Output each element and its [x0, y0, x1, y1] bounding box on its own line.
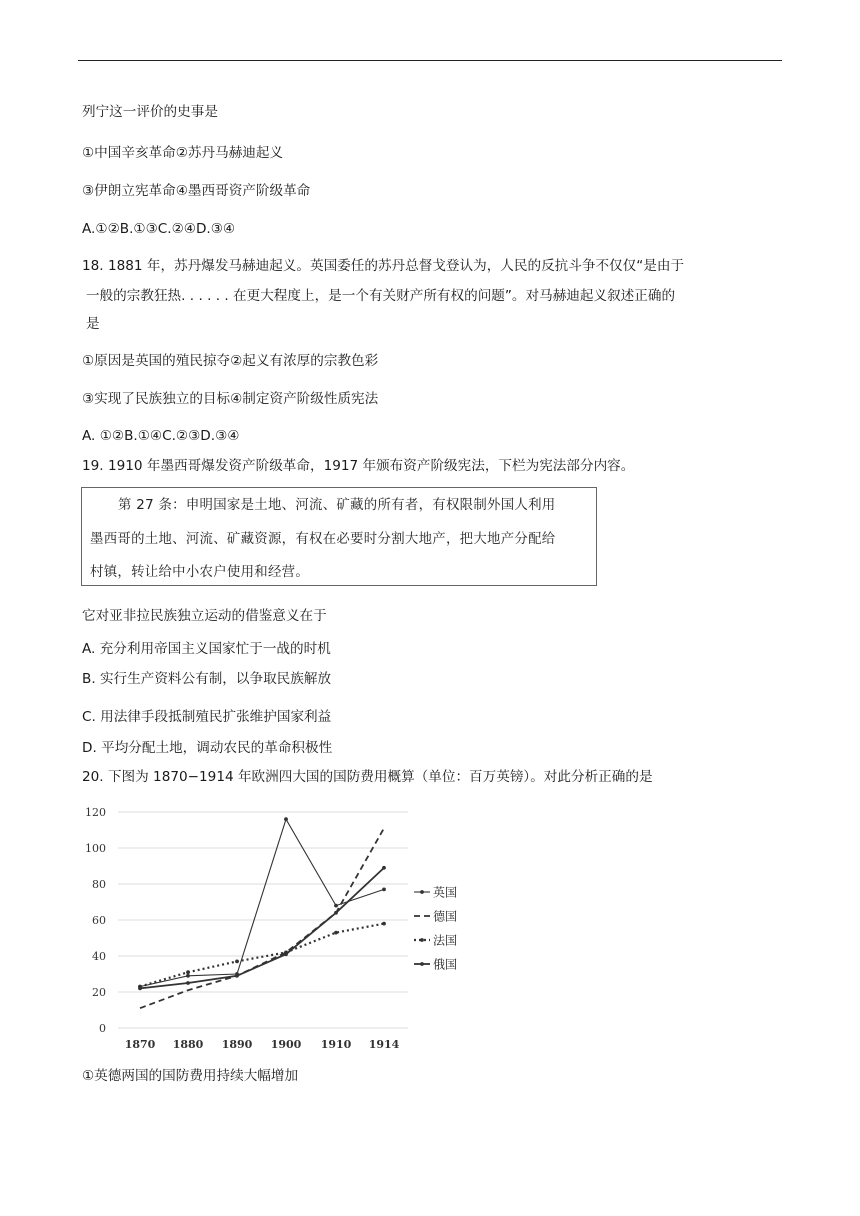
x-tick-label: 1880	[172, 1038, 204, 1051]
question-18-options: A. ①②B.①④C.②③D.③④	[82, 428, 240, 444]
question-19-option-b: B. 实行生产资料公有制，以争取民族解放	[82, 671, 332, 687]
x-tick-label: 1900	[270, 1038, 302, 1051]
series-point	[235, 960, 239, 964]
series-point	[334, 931, 338, 935]
chart-gridlines	[118, 812, 408, 1028]
question-17-stem-end: 列宁这一评价的史事是	[82, 104, 218, 120]
header-rule	[78, 60, 782, 61]
y-tick-label: 0	[99, 1022, 106, 1035]
series-point	[284, 817, 288, 821]
series-point	[235, 974, 239, 978]
x-tick-label: 1914	[368, 1038, 400, 1051]
series-point	[186, 981, 190, 985]
question-18-stem-1: 18. 1881 年，苏丹爆发马赫迪起义。英国委任的苏丹总督戈登认为，人民的反抗斗争不仅仅“是由于	[82, 258, 685, 274]
series-point	[284, 952, 288, 956]
question-19-stem: 19. 1910 年墨西哥爆发资产阶级革命，1917 年颁布资产阶级宪法，下栏为宪法部分内容。	[82, 458, 635, 474]
question-18-stem-2: 一般的宗教狂热. . . . . . 在更大程度上，是一个有关财产所有权的问题”。对马赫迪起义叙述正确的	[86, 288, 676, 304]
chart-series	[138, 817, 386, 1008]
series-point	[186, 970, 190, 974]
x-tick-label: 1910	[320, 1038, 352, 1051]
quote-line-2: 墨西哥的土地、河流、矿藏资源，有权在必要时分割大地产，把大地产分配给	[90, 532, 556, 547]
series-point	[334, 911, 338, 915]
question-19-option-d: D. 平均分配土地，调动农民的革命积极性	[82, 740, 333, 756]
question-19-option-c: C. 用法律手段抵制殖民扩张维护国家利益	[82, 709, 332, 725]
legend-label: 英国	[433, 885, 458, 900]
y-tick-label: 80	[92, 878, 106, 891]
legend-marker	[420, 962, 424, 966]
quote-line-1: 第 27 条：申明国家是土地、河流、矿藏的所有者，有权限制外国人利用	[118, 498, 556, 513]
series-line-1	[140, 828, 384, 1008]
legend-label: 法国	[433, 933, 458, 948]
x-axis-ticks	[125, 1038, 400, 1051]
quote-line-3: 村镇，转让给中小农户使用和经营。	[90, 565, 310, 580]
question-18-stem-3: 是	[86, 316, 100, 332]
legend-marker	[420, 890, 424, 894]
legend-label: 德国	[433, 909, 458, 924]
legend-label: 俄国	[433, 957, 458, 972]
series-line-3	[140, 868, 384, 989]
question-20-stem: 20. 下图为 1870−1914 年欧洲四大国的国防费用概算（单位：百万英镑）。对此分析正确的是	[82, 769, 653, 785]
y-tick-label: 100	[85, 842, 106, 855]
constitution-quote-box	[81, 487, 597, 586]
defense-spending-chart	[80, 796, 480, 1060]
series-point	[382, 888, 386, 892]
question-17-items-2: ③伊朗立宪革命④墨西哥资产阶级革命	[82, 183, 311, 199]
y-axis-ticks	[85, 806, 106, 1035]
y-tick-label: 20	[92, 986, 106, 999]
series-point	[186, 974, 190, 978]
y-tick-label: 40	[92, 950, 106, 963]
y-tick-label: 60	[92, 914, 106, 927]
series-point	[382, 866, 386, 870]
question-20-item-1: ①英德两国的国防费用持续大幅增加	[82, 1068, 299, 1084]
chart-legend	[414, 886, 457, 972]
series-point	[382, 922, 386, 926]
series-line-2	[140, 924, 384, 987]
question-19-prompt: 它对亚非拉民族独立运动的借鉴意义在于	[82, 608, 327, 624]
y-tick-label: 120	[85, 806, 106, 819]
question-17-options: A.①②B.①③C.②④D.③④	[82, 221, 236, 237]
question-17-items-1: ①中国辛亥革命②苏丹马赫迪起义	[82, 145, 284, 161]
series-point	[138, 987, 142, 991]
question-19-option-a: A. 充分利用帝国主义国家忙于一战的时机	[82, 641, 331, 657]
x-tick-label: 1890	[221, 1038, 253, 1051]
series-point	[334, 904, 338, 908]
x-tick-label: 1870	[124, 1038, 156, 1051]
question-18-items-1: ①原因是英国的殖民掠夺②起义有浓厚的宗教色彩	[82, 353, 379, 369]
question-18-items-2: ③实现了民族独立的目标④制定资产阶级性质宪法	[82, 391, 379, 407]
legend-marker	[420, 938, 424, 942]
